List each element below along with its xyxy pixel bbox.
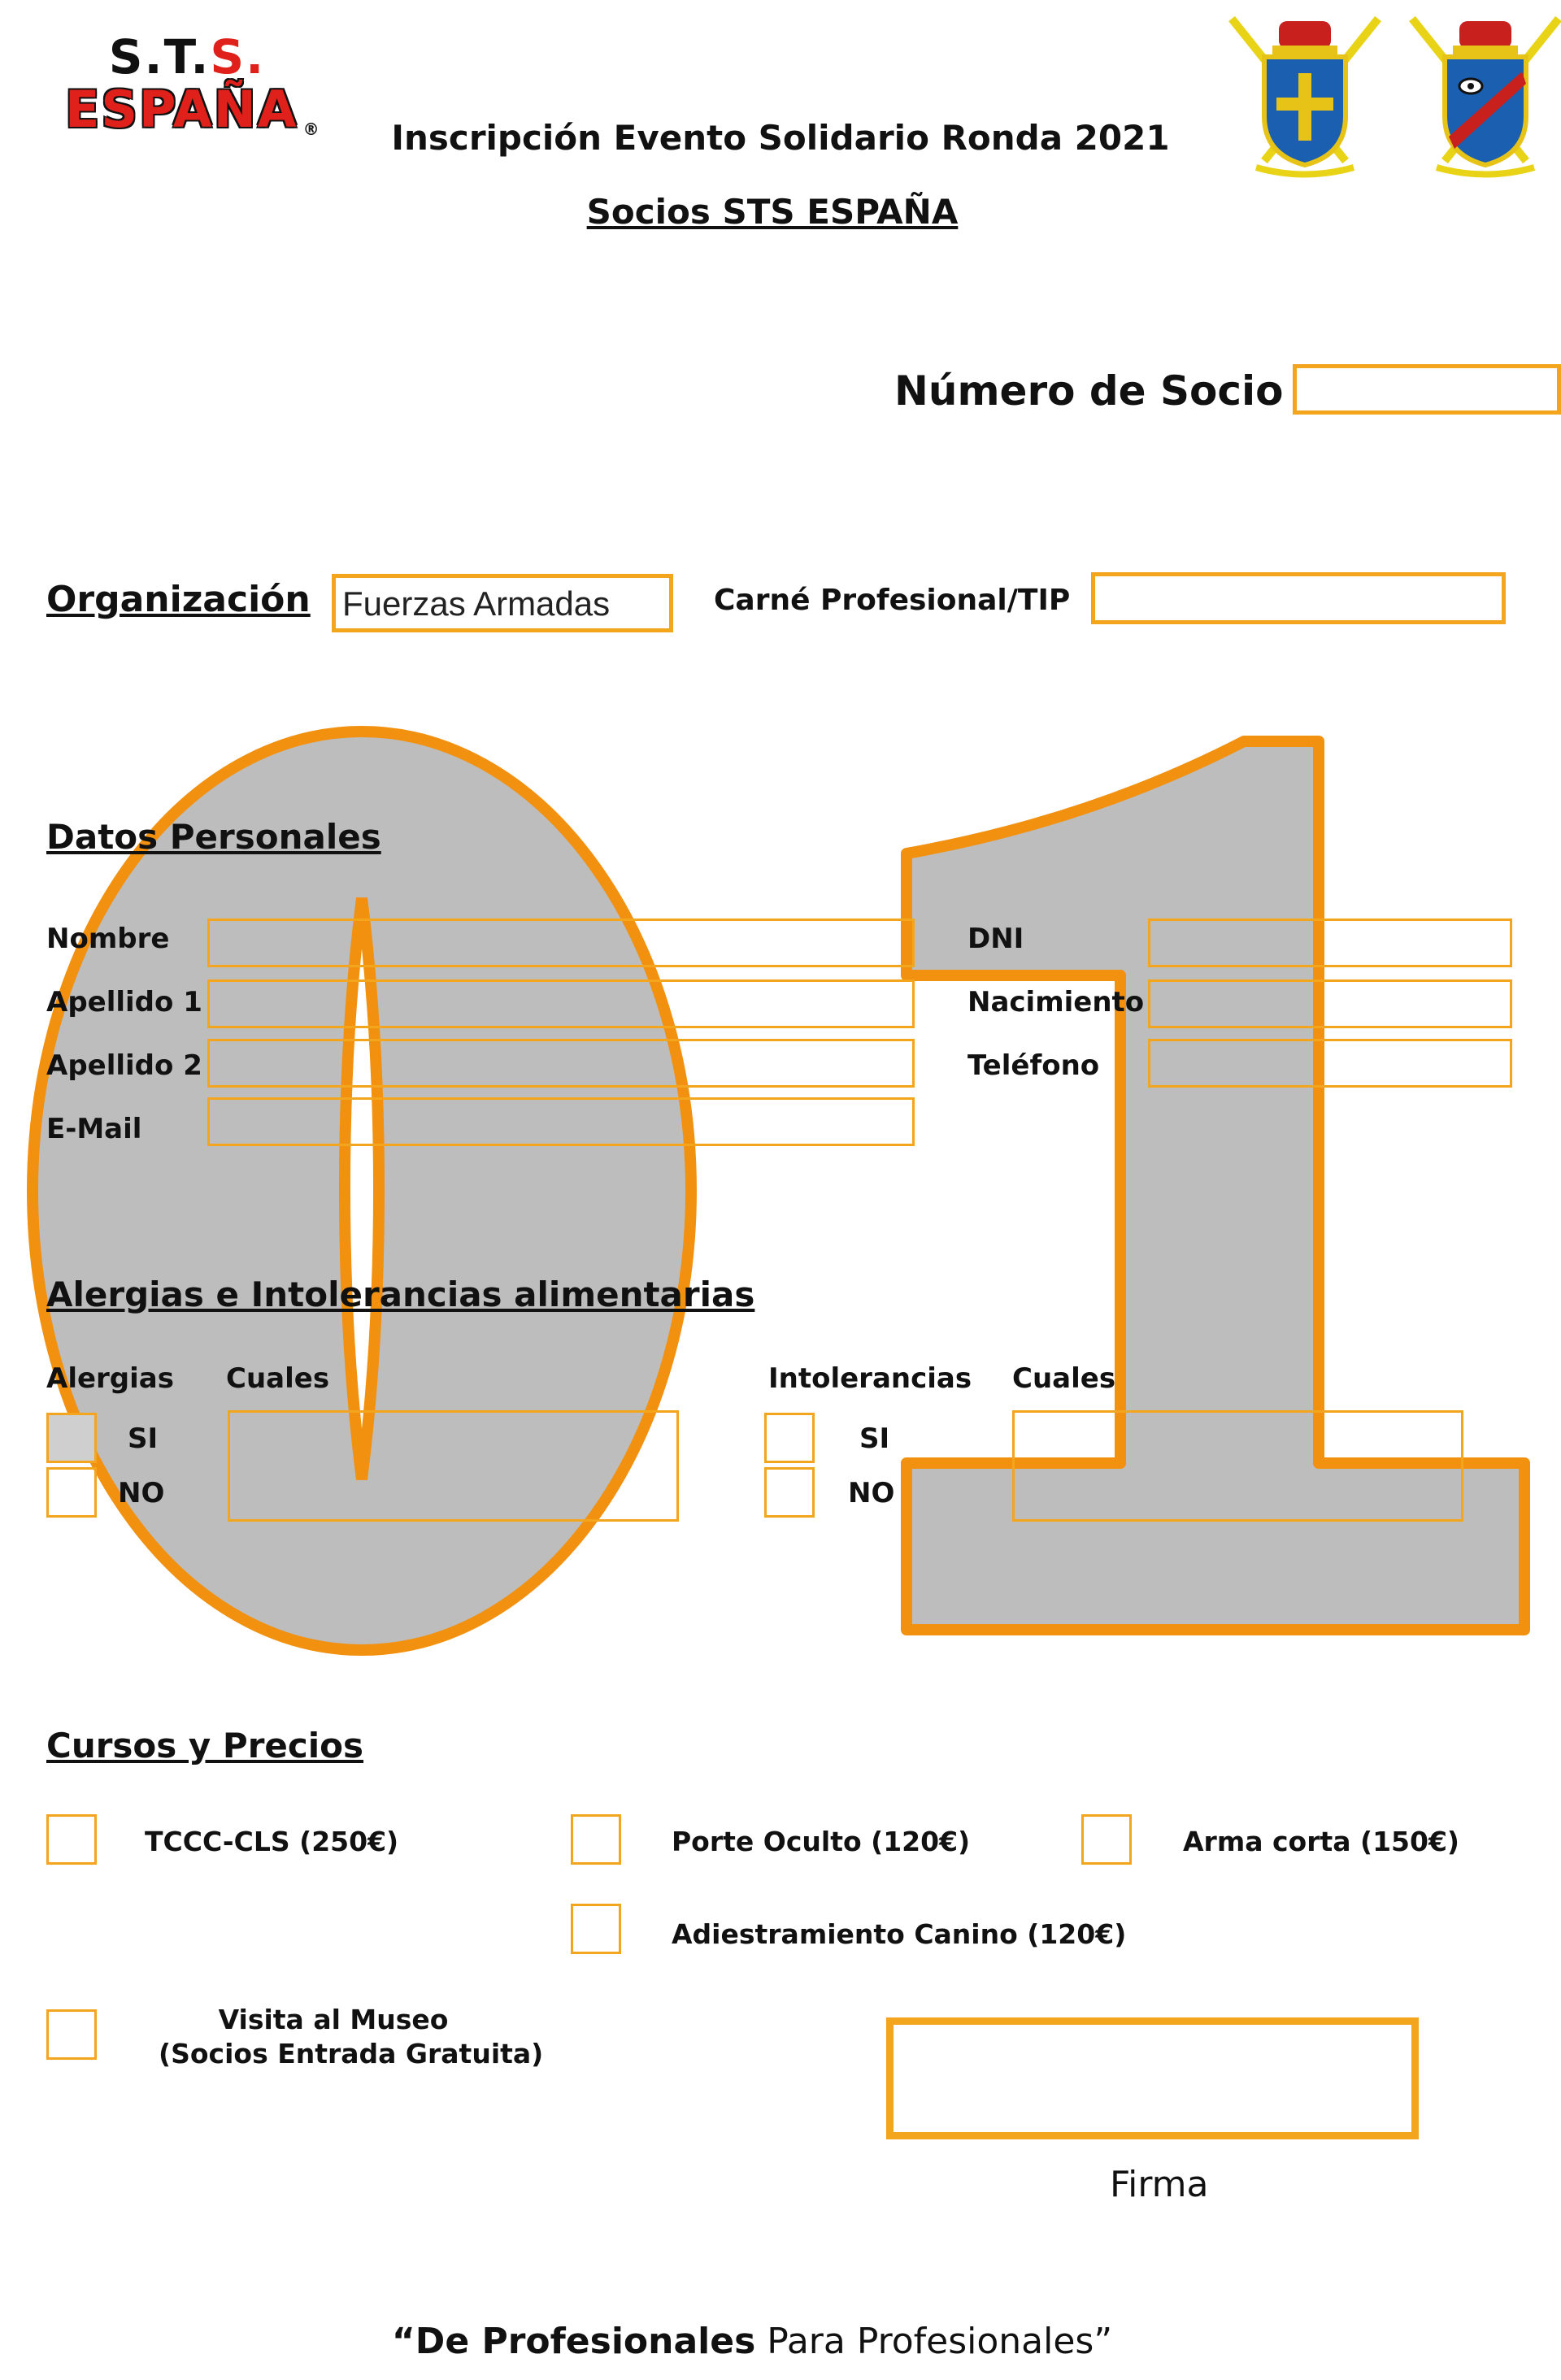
- email-label: E-Mail: [46, 1113, 142, 1145]
- course-arma-corta-label: Arma corta (150€): [1183, 1826, 1460, 1857]
- apellido1-field[interactable]: [207, 979, 915, 1028]
- apellido2-field[interactable]: [207, 1039, 915, 1088]
- museum-visit-checkbox[interactable]: [46, 2009, 97, 2060]
- intolerancias-cuales-field[interactable]: [1012, 1410, 1463, 1522]
- footer-quote-open: “: [391, 2321, 415, 2362]
- dni-label: DNI: [967, 923, 1024, 955]
- nacimiento-field[interactable]: [1148, 979, 1512, 1028]
- footer-rest: Para Profesionales”: [755, 2321, 1113, 2362]
- footer-motto: [0, 2321, 1504, 2362]
- course-tccc-checkbox[interactable]: [46, 1814, 97, 1865]
- logo-sts-text: S.T.: [108, 29, 211, 85]
- alergias-cuales-field[interactable]: [228, 1410, 679, 1522]
- logo-espana-text: ESPAÑA: [65, 80, 298, 139]
- alergias-si-checkbox[interactable]: [46, 1413, 97, 1463]
- nacimiento-label: Nacimiento: [967, 986, 1145, 1018]
- intolerancias-label: Intolerancias: [768, 1362, 972, 1395]
- alergias-no-checkbox[interactable]: [46, 1467, 97, 1518]
- telefono-label: Teléfono: [967, 1049, 1100, 1082]
- intolerancias-no-label: NO: [848, 1477, 895, 1509]
- organization-label: Organización: [46, 579, 311, 620]
- alergias-label: Alergias: [46, 1362, 174, 1395]
- logo-s-red: S.: [210, 29, 266, 85]
- organization-field[interactable]: Fuerzas Armadas: [332, 574, 673, 632]
- intolerancias-si-checkbox[interactable]: [764, 1413, 815, 1463]
- nombre-label: Nombre: [46, 923, 170, 955]
- nombre-field[interactable]: [207, 919, 915, 967]
- professional-card-label: Carné Profesional/TIP: [714, 584, 1071, 617]
- member-number-label: Número de Socio: [894, 367, 1284, 415]
- telefono-field[interactable]: [1148, 1039, 1512, 1088]
- apellido2-label: Apellido 2: [46, 1049, 202, 1082]
- apellido1-label: Apellido 1: [46, 986, 202, 1018]
- signature-field[interactable]: [886, 2017, 1419, 2139]
- intolerancias-no-checkbox[interactable]: [764, 1467, 815, 1518]
- museum-visit-label: [159, 2003, 544, 2071]
- courses-title: Cursos y Precios: [46, 1726, 364, 1765]
- course-porte-oculto-checkbox[interactable]: [571, 1814, 621, 1865]
- email-field[interactable]: [207, 1097, 915, 1146]
- intolerancias-si-label: SI: [859, 1422, 890, 1455]
- form-subtitle: Socios STS ESPAÑA: [586, 192, 959, 232]
- course-adiestramiento-checkbox[interactable]: [571, 1904, 621, 1954]
- dni-field[interactable]: [1148, 919, 1512, 967]
- museum-line2: (Socios Entrada Gratuita): [159, 2038, 544, 2069]
- personal-data-title: Datos Personales: [46, 817, 381, 857]
- course-arma-corta-checkbox[interactable]: [1081, 1814, 1132, 1865]
- signature-label: Firma: [1110, 2164, 1209, 2205]
- allergies-title: Alergias e Intolerancias alimentarias: [46, 1275, 755, 1314]
- course-porte-oculto-label: Porte Oculto (120€): [672, 1826, 971, 1857]
- alergias-si-label: SI: [128, 1422, 159, 1455]
- registered-mark: ®: [302, 119, 321, 139]
- intolerancias-cuales-label: Cuales: [1012, 1362, 1116, 1395]
- course-tccc-label: TCCC-CLS (250€): [145, 1826, 399, 1857]
- title-bold: Ronda 2021: [941, 118, 1170, 158]
- footer-bold: De Profesionales: [415, 2321, 756, 2362]
- title-regular: Inscripción Evento Solidario: [391, 118, 941, 158]
- alergias-cuales-label: Cuales: [226, 1362, 330, 1395]
- museum-line1: Visita al Museo: [218, 2004, 449, 2035]
- alergias-no-label: NO: [118, 1477, 165, 1509]
- course-adiestramiento-label: Adiestramiento Canino (120€): [672, 1918, 1127, 1950]
